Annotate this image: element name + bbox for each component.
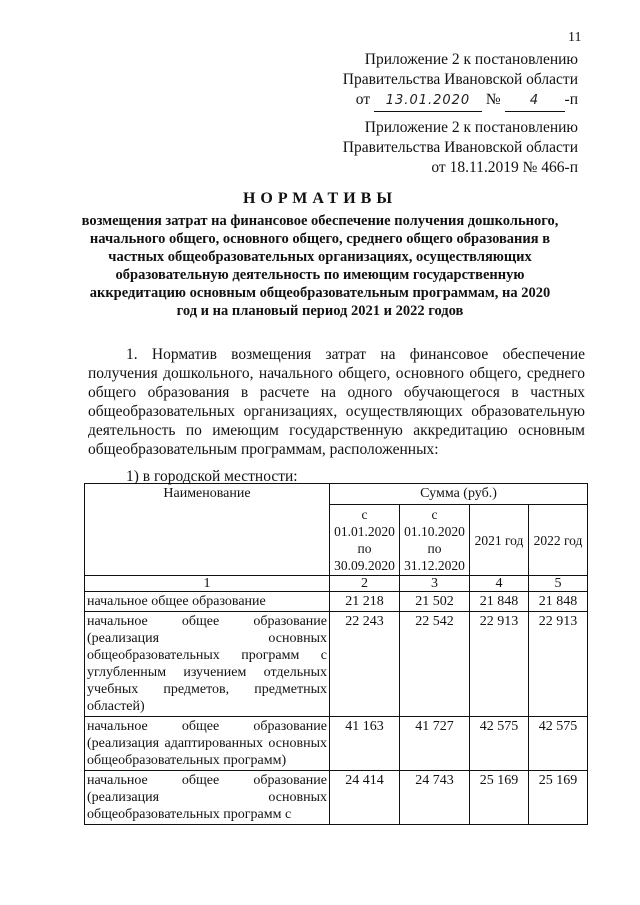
header-sum: Сумма (руб.) xyxy=(330,484,588,505)
approval-number-label: № xyxy=(485,91,501,108)
col-number: 3 xyxy=(400,576,470,592)
header-2022: 2022 год xyxy=(529,505,588,576)
approval-block-previous xyxy=(343,118,578,178)
col-number: 1 xyxy=(85,576,330,592)
page-number: 11 xyxy=(568,30,582,45)
period-1-start: 01.01.2020 xyxy=(334,524,395,539)
approval-line-1: Приложение 2 к постановлению xyxy=(364,51,578,68)
document-title: НОРМАТИВЫ xyxy=(242,190,398,207)
approval-block-current xyxy=(343,50,578,112)
approval-date-handwritten: 13.01.2020 xyxy=(374,91,482,112)
table-row xyxy=(85,592,588,612)
approval-line-3 xyxy=(343,90,578,112)
period-1-from: с xyxy=(361,507,368,522)
period-2-end: 31.12.2020 xyxy=(404,558,465,573)
row-value: 22 913 xyxy=(529,612,588,717)
col-number: 5 xyxy=(529,576,588,592)
period-2-start: 01.10.2020 xyxy=(404,524,465,539)
prev-approval-line-1: Приложение 2 к постановлению xyxy=(364,119,578,136)
row-value: 21 502 xyxy=(400,592,470,612)
header-period-1 xyxy=(330,505,400,576)
row-value: 22 542 xyxy=(400,612,470,717)
row-value: 41 163 xyxy=(330,717,400,771)
approval-line-2: Правительства Ивановской области xyxy=(342,71,578,88)
approval-number-handwritten: 4 xyxy=(505,91,565,112)
paragraph-1: 1. Норматив возмещения затрат на финансовое обеспечение получения дошкольного, начального общего, основного общего, среднего общего образования в расчете на одного обучающегося в частных общеобразовательных организациях, осуществляющих образовательную деятельность по имеющим государственную аккредитацию основным общеобразовательным программам, расположенных: xyxy=(88,346,585,458)
row-value: 42 575 xyxy=(529,717,588,771)
row-value: 25 169 xyxy=(529,771,588,825)
row-name: начальное общее образование (реализация основных общеобразовательных программ с xyxy=(85,771,330,825)
table-row xyxy=(85,612,588,717)
document-subtitle: возмещения затрат на финансовое обеспечение получения дошкольного, начального общего, основного общего, среднего общего образования в частных общеобразовательных организациях, осуществляющих образовательную деятельность по имеющим государственную аккредитацию основным общеобразовательным программам, на 2020 год и на плановый период 2021 и 2022 годов xyxy=(81,213,559,319)
row-value: 41 727 xyxy=(400,717,470,771)
row-name: начальное общее образование xyxy=(85,592,330,612)
period-2-from: с xyxy=(431,507,438,522)
period-1-end: 30.09.2020 xyxy=(334,558,395,573)
header-2021: 2021 год xyxy=(470,505,529,576)
row-value: 21 218 xyxy=(330,592,400,612)
table-row xyxy=(85,771,588,825)
row-name: начальное общее образование (реализация адаптированных основных общеобразовательных программ) xyxy=(85,717,330,771)
prev-approval-line-3: от 18.11.2019 № 466-п xyxy=(431,159,578,176)
row-value: 24 414 xyxy=(330,771,400,825)
row-value: 24 743 xyxy=(400,771,470,825)
row-value: 21 848 xyxy=(470,592,529,612)
row-value: 22 243 xyxy=(330,612,400,717)
row-name: начальное общее образование (реализация основных общеобразовательных программ с углубленным изучением отдельных учебных предметов, предметных областей) xyxy=(85,612,330,717)
col-number: 2 xyxy=(330,576,400,592)
section-label-urban: 1) в городской местности: xyxy=(126,468,298,485)
normatives-table xyxy=(84,483,588,825)
table-row xyxy=(85,717,588,771)
period-1-to: по xyxy=(357,541,372,556)
row-value: 21 848 xyxy=(529,592,588,612)
row-value: 22 913 xyxy=(470,612,529,717)
period-2-to: по xyxy=(427,541,442,556)
row-value: 25 169 xyxy=(470,771,529,825)
row-value: 42 575 xyxy=(470,717,529,771)
header-period-2 xyxy=(400,505,470,576)
approval-suffix: -п xyxy=(564,91,578,108)
col-number: 4 xyxy=(470,576,529,592)
approval-from-label: от xyxy=(355,91,371,108)
prev-approval-line-2: Правительства Ивановской области xyxy=(342,139,578,156)
header-name: Наименование xyxy=(85,484,330,576)
